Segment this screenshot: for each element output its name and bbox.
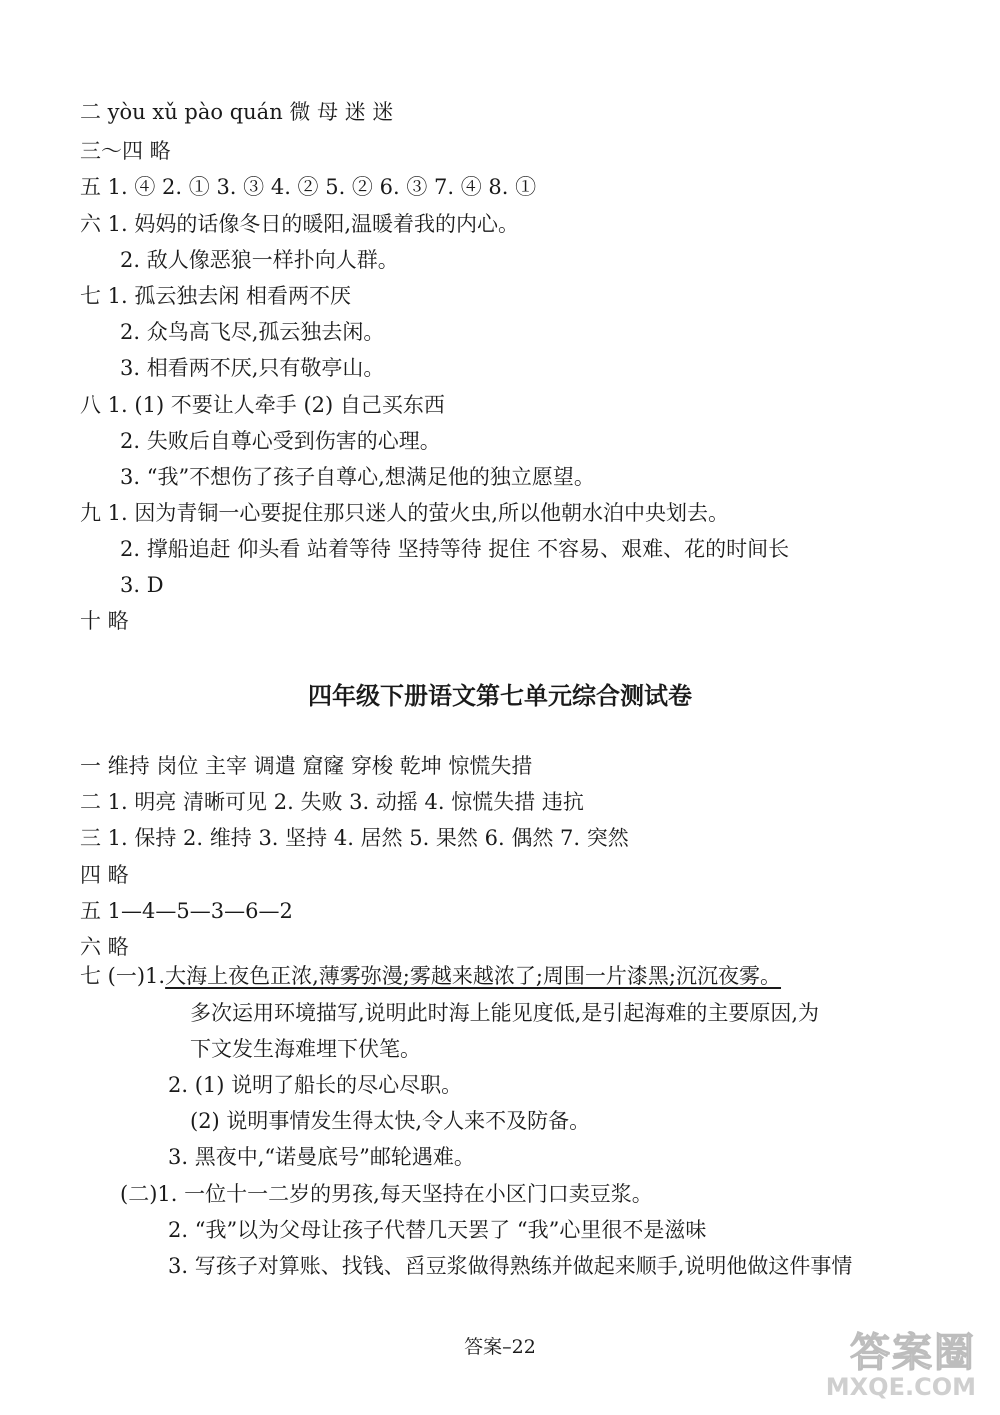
unit7-line-7-part2-3: 3. 写孩子对算账、找钱、舀豆浆做得熟练并做起来顺手,说明他做这件事情: [168, 1254, 853, 1278]
unit7-line-7-2-1: 2. (1) 说明了船长的尽心尽职。: [168, 1073, 463, 1097]
answer-line-10: 十 略: [80, 609, 129, 633]
unit7-line-4: 四 略: [80, 863, 129, 887]
test-title: 四年级下册语文第七单元综合测试卷: [308, 682, 692, 710]
unit7-line-6: 六 略: [80, 935, 129, 959]
unit7-line-7-3: 3. 黑夜中,“诺曼底号”邮轮遇难。: [168, 1145, 475, 1169]
answer-line-7-1: 七 1. 孤云独去闲 相看两不厌: [80, 284, 352, 308]
unit7-line-7-1-cont1: 多次运用环境描写,说明此时海上能见度低,是引起海难的主要原因,为: [190, 1001, 820, 1025]
answer-line-8-1: 八 1. (1) 不要让人牵手 (2) 自己买东西: [80, 393, 445, 417]
unit7-line-7-1-cont2: 下文发生海难埋下伏笔。: [190, 1037, 421, 1061]
unit7-line-7-part2-2: 2. “我”以为父母让孩子代替几天罢了 “我”心里很不是滋味: [168, 1218, 707, 1242]
answer-line-2: 二 yòu xǔ pào quán 微 母 迷 迷: [80, 100, 394, 124]
unit7-line-2: 二 1. 明亮 清晰可见 2. 失败 3. 动摇 4. 惊慌失措 违抗: [80, 790, 584, 814]
unit7-line-7-2-2: (2) 说明事情发生得太快,令人来不及防备。: [190, 1109, 591, 1133]
unit7-underlined-quote: 大海上夜色正浓,薄雾弥漫;雾越来越浓了;周围一片漆黑;沉沉夜雾。: [165, 964, 782, 988]
watermark-logo: [825, 1321, 982, 1401]
watermark-domain: MXQE.COM: [825, 1373, 976, 1401]
answer-line-8-3: 3. “我”不想伤了孩子自尊心,想满足他的独立愿望。: [120, 465, 595, 489]
answer-line-7-3: 3. 相看两不厌,只有敬亭山。: [120, 356, 385, 380]
answer-line-6-1: 六 1. 妈妈的话像冬日的暖阳,温暖着我的内心。: [80, 212, 520, 236]
unit7-line-7-1-prefix: 七 (一)1.: [80, 964, 166, 988]
unit7-line-1: 一 维持 岗位 主宰 调遣 窟窿 穿梭 乾坤 惊慌失措: [80, 754, 533, 778]
unit7-line-7-1: [80, 962, 781, 990]
answer-line-8-2: 2. 失败后自尊心受到伤害的心理。: [120, 429, 441, 453]
answer-line-3-4: 三～四 略: [80, 139, 171, 163]
answer-line-9-1: 九 1. 因为青铜一心要捉住那只迷人的萤火虫,所以他朝水泊中央划去。: [80, 501, 730, 525]
answer-line-7-2: 2. 众鸟高飞尽,孤云独去闲。: [120, 320, 385, 344]
answer-line-5: 五 1. ④ 2. ① 3. ③ 4. ② 5. ② 6. ③ 7. ④ 8. ①: [80, 175, 537, 199]
unit7-line-7-part2-1: (二)1. 一位十一二岁的男孩,每天坚持在小区门口卖豆浆。: [120, 1182, 653, 1206]
answer-line-9-3: 3. D: [120, 573, 164, 597]
watermark-logo-text: 答案圈: [850, 1330, 976, 1376]
unit7-line-5: 五 1—4—5—3—6—2: [80, 899, 293, 923]
answer-line-6-2: 2. 敌人像恶狼一样扑向人群。: [120, 248, 399, 272]
page-number: 答案–22: [464, 1336, 536, 1358]
answer-line-9-2: 2. 撑船追赶 仰头看 站着等待 坚持等待 捉住 不容易、艰难、花的时间长: [120, 537, 790, 561]
unit7-line-3: 三 1. 保持 2. 维持 3. 坚持 4. 居然 5. 果然 6. 偶然 7. 突然: [80, 826, 629, 850]
